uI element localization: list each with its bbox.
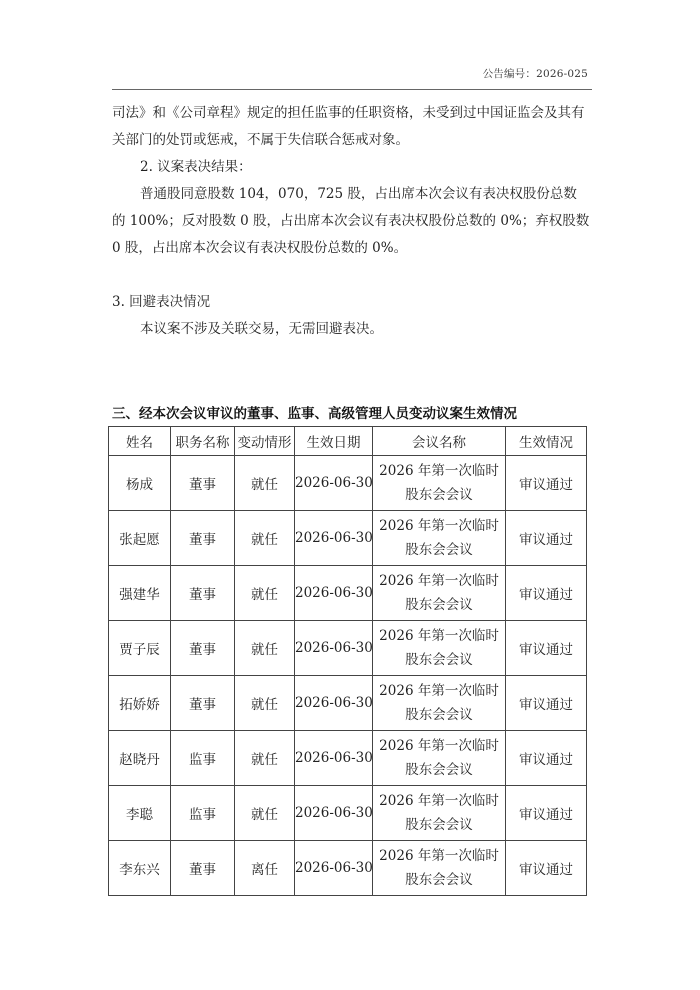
column-header-change: 变动情形 (235, 427, 295, 456)
meeting-line-1: 2026 年第一次临时 (379, 848, 499, 864)
table-row (109, 731, 587, 786)
table-row (109, 456, 587, 511)
cell-change: 就任 (235, 621, 295, 676)
cell-date: 2026-06-30 (295, 621, 373, 676)
cell-status: 审议通过 (506, 841, 587, 896)
meeting-line-1: 2026 年第一次临时 (379, 683, 499, 699)
cell-change: 就任 (235, 456, 295, 511)
cell-date: 2026-06-30 (295, 456, 373, 511)
table-row (109, 676, 587, 731)
cell-status: 审议通过 (506, 731, 587, 786)
cell-status: 审议通过 (506, 621, 587, 676)
cell-meeting (373, 786, 506, 841)
cell-meeting (373, 456, 506, 511)
meeting-line-2: 股东会会议 (405, 652, 473, 668)
cell-name: 贾子辰 (109, 621, 171, 676)
cell-name: 李聪 (109, 786, 171, 841)
cell-date: 2026-06-30 (295, 841, 373, 896)
vote-result-heading: 2. 议案表决结果： (140, 159, 252, 175)
section-title: 三、经本次会议审议的董事、监事、高级管理人员变动议案生效情况 (112, 406, 517, 422)
cell-name: 李东兴 (109, 841, 171, 896)
cell-status: 审议通过 (506, 456, 587, 511)
cell-position: 监事 (171, 731, 235, 786)
column-header-meeting: 会议名称 (373, 427, 506, 456)
cell-date: 2026-06-30 (295, 566, 373, 621)
table-row (109, 621, 587, 676)
cell-meeting (373, 841, 506, 896)
paragraph-qualification: 司法》和《公司章程》规定的担任监事的任职资格，未受到过中国证监会及其有关部门的处罚或惩戒，不属于失信联合惩戒对象。 (112, 105, 585, 148)
cell-position: 董事 (171, 676, 235, 731)
cell-position: 董事 (171, 841, 235, 896)
cell-position: 监事 (171, 786, 235, 841)
column-header-date: 生效日期 (295, 427, 373, 456)
page-number: 公告编号：2026-025 (482, 68, 588, 80)
meeting-line-1: 2026 年第一次临时 (379, 628, 499, 644)
cell-meeting (373, 676, 506, 731)
meeting-line-1: 2026 年第一次临时 (379, 573, 499, 589)
meeting-line-2: 股东会会议 (405, 542, 473, 558)
cell-status: 审议通过 (506, 676, 587, 731)
cell-meeting (373, 566, 506, 621)
meeting-line-1: 2026 年第一次临时 (379, 738, 499, 754)
cell-date: 2026-06-30 (295, 676, 373, 731)
meeting-line-2: 股东会会议 (405, 707, 473, 723)
table-row (109, 511, 587, 566)
header-rule (112, 89, 592, 90)
cell-name: 拓娇娇 (109, 676, 171, 731)
cell-name: 张起愿 (109, 511, 171, 566)
meeting-line-2: 股东会会议 (405, 487, 473, 503)
recusal-heading: 3. 回避表决情况 (112, 294, 211, 310)
cell-change: 就任 (235, 786, 295, 841)
meeting-line-2: 股东会会议 (405, 872, 473, 888)
column-header-status: 生效情况 (506, 427, 587, 456)
cell-meeting (373, 621, 506, 676)
meeting-line-2: 股东会会议 (405, 762, 473, 778)
cell-position: 董事 (171, 621, 235, 676)
cell-status: 审议通过 (506, 786, 587, 841)
cell-name: 强建华 (109, 566, 171, 621)
cell-change: 就任 (235, 731, 295, 786)
body-text (112, 100, 590, 343)
cell-date: 2026-06-30 (295, 731, 373, 786)
cell-position: 董事 (171, 511, 235, 566)
recusal-text: 本议案不涉及关联交易，无需回避表决。 (140, 321, 383, 337)
cell-position: 董事 (171, 566, 235, 621)
cell-change: 离任 (235, 841, 295, 896)
cell-meeting (373, 731, 506, 786)
meeting-line-1: 2026 年第一次临时 (379, 793, 499, 809)
column-header-name: 姓名 (109, 427, 171, 456)
table-row (109, 786, 587, 841)
cell-name: 赵晓丹 (109, 731, 171, 786)
table-header-row (109, 427, 587, 456)
cell-position: 董事 (171, 456, 235, 511)
table-row (109, 841, 587, 896)
cell-change: 就任 (235, 511, 295, 566)
cell-name: 杨成 (109, 456, 171, 511)
column-header-position: 职务名称 (171, 427, 235, 456)
meeting-line-2: 股东会会议 (405, 817, 473, 833)
cell-date: 2026-06-30 (295, 511, 373, 566)
meeting-line-1: 2026 年第一次临时 (379, 463, 499, 479)
cell-change: 就任 (235, 566, 295, 621)
cell-status: 审议通过 (506, 566, 587, 621)
meeting-line-2: 股东会会议 (405, 597, 473, 613)
table-row (109, 566, 587, 621)
cell-meeting (373, 511, 506, 566)
cell-change: 就任 (235, 676, 295, 731)
vote-result-text: 普通股同意股数 104，070，725 股，占出席本次会议有表决权股份总数的 100%；反对股数 0 股，占出席本次会议有表决权股份总数的 0%；弃权股数 0 股，占出席本次会议有表决权股份总数的 0%。 (112, 186, 590, 256)
meeting-line-1: 2026 年第一次临时 (379, 518, 499, 534)
cell-status: 审议通过 (506, 511, 587, 566)
cell-date: 2026-06-30 (295, 786, 373, 841)
personnel-change-table (108, 426, 587, 896)
